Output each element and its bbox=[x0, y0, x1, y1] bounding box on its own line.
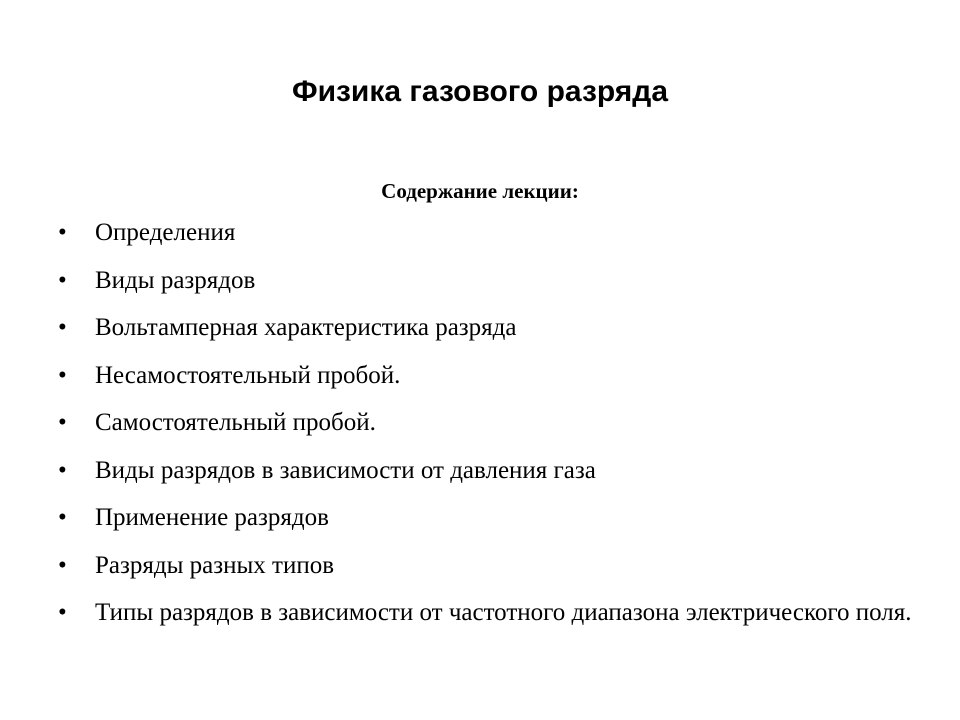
list-item-text: Самостоятельный пробой. bbox=[95, 409, 376, 436]
list-item-text: Типы разрядов в зависимости от частотного диапазона электрического поля. bbox=[95, 599, 912, 626]
slide-subtitle: Содержание лекции: bbox=[381, 179, 579, 203]
list-item-text: Применение разрядов bbox=[95, 504, 329, 531]
bullet-icon: • bbox=[58, 314, 67, 341]
bullet-icon: • bbox=[58, 266, 67, 294]
list-item bbox=[58, 454, 918, 488]
list-item-text: Разряды разных типов bbox=[95, 551, 335, 579]
bullet-icon: • bbox=[58, 219, 67, 246]
list-item-text: Несамостоятельный пробой. bbox=[95, 361, 401, 389]
list-item bbox=[58, 216, 918, 250]
list-item bbox=[58, 501, 918, 535]
list-item bbox=[58, 549, 918, 583]
list-item bbox=[58, 406, 918, 440]
bullet-icon: • bbox=[58, 409, 67, 436]
list-item-text: Виды разрядов в зависимости от давления газа bbox=[95, 456, 596, 484]
slide-title: Физика газового разряда bbox=[291, 75, 669, 108]
list-item bbox=[58, 264, 918, 298]
list-item bbox=[58, 359, 918, 393]
bullet-icon: • bbox=[58, 361, 67, 389]
list-item bbox=[58, 311, 918, 345]
list-item-text: Виды разрядов bbox=[95, 266, 256, 294]
bullet-icon: • bbox=[58, 456, 67, 484]
list-item-text: Вольтамперная характеристика разряда bbox=[95, 314, 517, 341]
list-item-text: Определения bbox=[95, 219, 236, 246]
bullet-icon: • bbox=[58, 504, 67, 531]
list-item bbox=[58, 596, 918, 630]
bullet-icon: • bbox=[58, 599, 67, 626]
bullet-icon: • bbox=[58, 551, 67, 579]
contents-list bbox=[58, 216, 918, 630]
